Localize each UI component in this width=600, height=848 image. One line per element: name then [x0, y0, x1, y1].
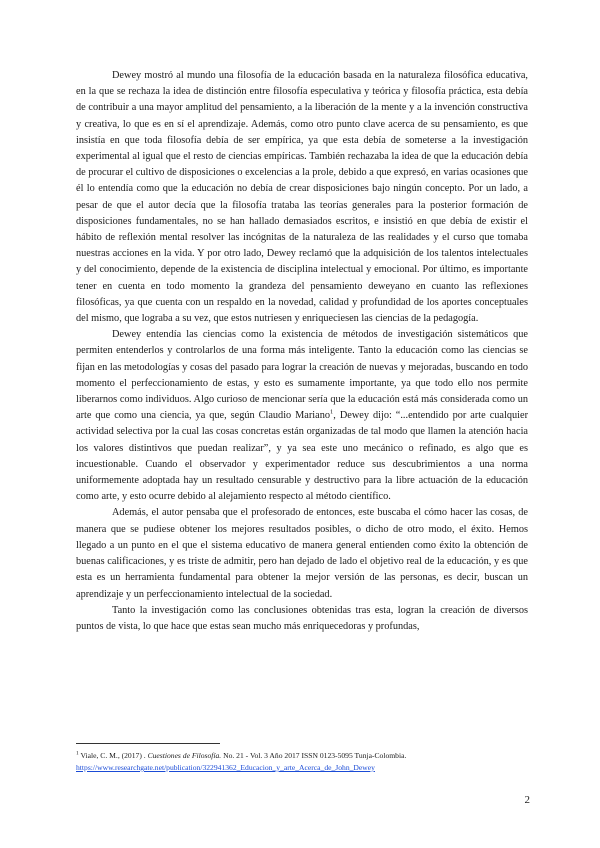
- footnote-url-link[interactable]: https://www.researchgate.net/publication/322941362_Educacion_y_arte_Acerca_de_John_Dewey: [76, 763, 375, 772]
- paragraph-4: Tanto la investigación como las conclusiones obtenidas tras esta, logran la creación de diversos puntos de vista, lo que hace que estas sean mucho más enriquecedoras y profundas,: [76, 604, 528, 632]
- footnote-journal: Cuestiones de Filosofía.: [147, 751, 222, 760]
- footnote: [76, 750, 536, 774]
- page-number: 2: [524, 794, 530, 806]
- footnote-separator: [76, 743, 220, 744]
- footnote-reference[interactable]: 1: [330, 408, 334, 416]
- paragraph-2: [76, 327, 528, 505]
- footnote-author: Viale, C. M., (2017) .: [80, 751, 146, 760]
- paragraph-2-after: , Dewey dijo: “...entendido por arte cualquier actividad selectiva por la cual las cosas concretas están organizadas de tal modo que llamen la atención hacia los valores distintivos que puedan realizar”, y ya sea este uno mecánico o refinado, es algo que es incuestionable. Cuando el observador y experimentador reduce sus descubrimientos a una norma uniformemente adoptada hay un resultado censurable y destructivo para la libre actuación de la educación como arte, y esto ocurre debido al alejamiento respecto al método científico.: [76, 410, 529, 503]
- footnote-details: No. 21 - Vol. 3 Año 2017 ISSN 0123-5095 Tunja-Colombia.: [223, 751, 407, 760]
- footnote-mark: 1: [76, 750, 79, 757]
- body-text: [76, 68, 528, 635]
- paragraph-1: Dewey mostró al mundo una filosofía de la educación basada en la naturaleza filosófica educativa, en la que se rechaza la idea de distinción entre filosofía especulativa y teórica y filosofía práctica, esta debía de contribuir a una mayor amplitud del pensamiento, a la liberación de la mente y a la invención constructiva y creativa, lo que es en sí el aprendizaje. Además, como otro punto clave acerca de su pensamiento, es que insistía en que toda filosofía debía de ser empírica, ya que esta debía de someterse a la investigación experimental al igual que el resto de ciencias empíricas. También rechazaba la idea de que la educación debía de procurar el cultivo de disposiciones o excelencias a la prole, debido a que expresó, en varias ocasiones que él lo entendía como que la educación no debía de crear disposiciones bajo ningún concepto. Por un lado, a pesar de que el autor decía que la filosofía trataba las teorías generales para la posterior formación de disposiciones fundamentales, no se han hallado demasiados escritos, e insistió en que debía de existir el hábito de reflexión mental resolver las incógnitas de la naturaleza de las realidades y el curso que tomaba nuestras acciones en la vida. Y por otro lado, Dewey reclamó que la adquisición de los talentos intelectuales y del conocimiento, depende de la existencia de disciplina intelectual y emocional. Por último, es importante tener en cuenta en todo momento la grandeza del pensamiento deweyano en cuanto las reflexiones filosóficas, ya que cuenta con un respaldo en la novedad, calidad y profundidad de los aportes conceptuales del mismo, que lograba a su vez, que estos nutriesen y enriqueciesen las ciencias de la pedagogía.: [76, 70, 528, 325]
- paragraph-3: Además, el autor pensaba que el profesorado de entonces, este buscaba el cómo hacer las cosas, de manera que se pudiese obtener los mejores resultados posibles, o dicho de otro modo, el éxito. Hemos llegado a un punto en el que el sistema educativo de manera general entienden como éxito la obtención de buenas calificaciones, y es triste de admitir, pero han dejado de lado el objetivo real de la educación, y es que esta es un herramienta fundamental para obtener la mejor versión de las personas, es decir, buscan un aprendizaje y un perfeccionamiento intelectual de la sociedad.: [76, 507, 528, 600]
- paragraph-2-before: Dewey entendía las ciencias como la existencia de métodos de investigación sistemáticos que permiten entenderlos y controlarlos de una forma más inteligente. Tanto la educación como las ciencias se fijan en las metodologías y cosas del pasado para lograr la creación de nuevas y mejoradas, buscando en todo momento el perfeccionamiento de estas, y esto es sumamente importante, ya que todo ello nos permite liberarnos como individuos. Algo curioso de mencionar sería que la educación está más considerada como un arte que como una ciencia, ya que, según Claudio Mariano: [76, 329, 528, 422]
